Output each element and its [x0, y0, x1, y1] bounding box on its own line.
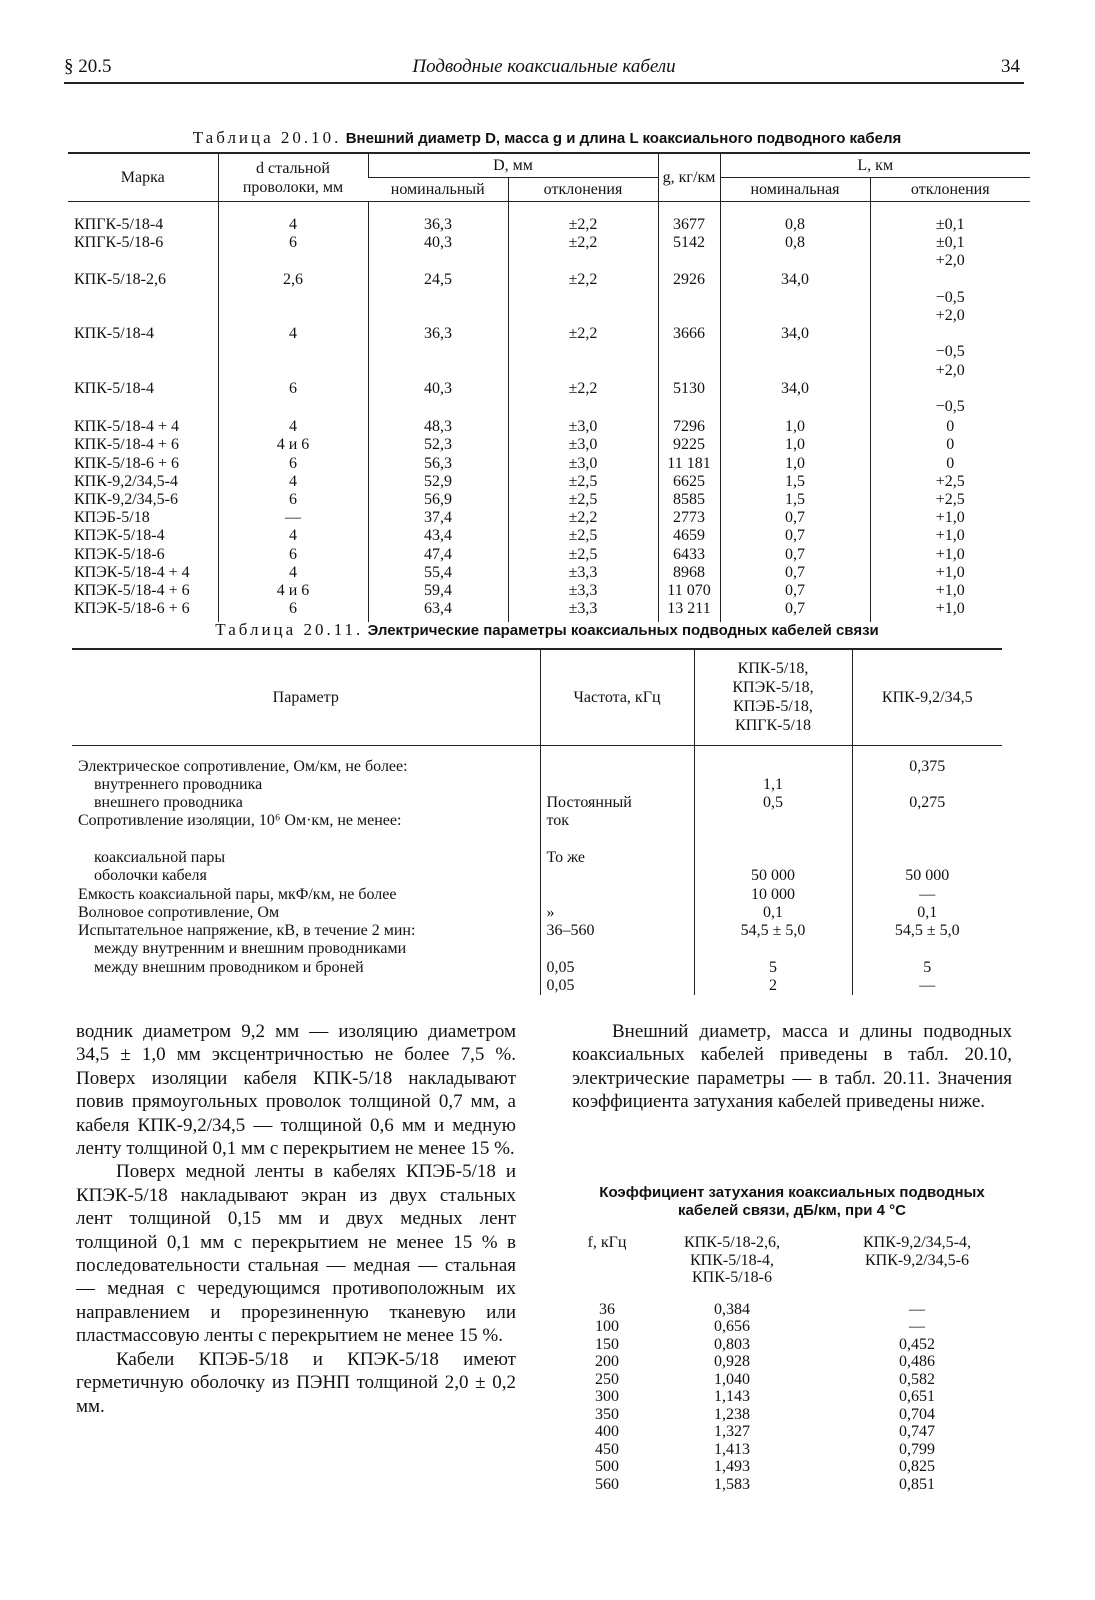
attenuation-table [572, 1234, 1012, 1493]
table-cell: +2,0 −0,5 [870, 252, 1030, 307]
header-cable-group-2: КПК-9,2/34,5 [852, 649, 1002, 745]
table-cell: 0,452 [899, 1335, 935, 1353]
table-cell: — [909, 1300, 925, 1318]
table-cell: 150 [595, 1335, 619, 1353]
header-f: f, кГц [587, 1234, 627, 1251]
table-row [68, 362, 1030, 417]
table-cell: ±0,1 ±0,1 [870, 202, 1030, 253]
table-cell: 40,3 [368, 362, 508, 417]
table-cell: 1,413 [714, 1440, 750, 1458]
table-cell: 36,3 [368, 307, 508, 362]
table-cell: 560 [595, 1475, 619, 1493]
table1-caption-text: Внешний диаметр D, масса g и длина L коаксиального подводного кабеля [345, 130, 902, 147]
header-D-nominal: номинальный [368, 178, 508, 202]
table-cell: КПК-5/18-4 [74, 379, 154, 397]
table-cell: 1,493 [714, 1458, 750, 1475]
param-frequency: Постоянный ток То же » 36–560 0,05 0,05 [540, 745, 694, 995]
table-cell: 4 [218, 307, 368, 362]
table-cell: 7296 9225 11 181 6625 8585 2773 4659 6433 8968 11 070 13 211 [658, 416, 720, 622]
param-values-group-2: 0,375 0,275 50 000 — 0,1 54,5 ± 5,0 5 — [852, 745, 1002, 995]
table-cell: 300 [595, 1388, 619, 1405]
header-D-deviation: отклонения [508, 178, 658, 202]
header-mass: g, кг/км [658, 153, 720, 202]
table-cell: 1,143 [714, 1388, 750, 1405]
header-length: L, км [720, 153, 1030, 178]
table-row [68, 416, 1030, 622]
left-paragraph-3: Кабели КПЭБ-5/18 и КПЭК-5/18 имеют герметичную оболочку из ПЭНП толщиной 2,0 ± 0,2 мм. [76, 1348, 516, 1417]
table-cell: 4 6 [218, 202, 368, 253]
table-cell: 36 [599, 1300, 615, 1318]
table-cell: 0,704 [899, 1405, 935, 1423]
table-cell: 3677 5142 [658, 202, 720, 253]
right-column-text [572, 1020, 1012, 1114]
table-cell: 200 [595, 1353, 619, 1370]
table-cell: 36,3 40,3 [368, 202, 508, 253]
table-cell: 0,8 0,8 [720, 202, 870, 253]
param-names: Электрическое сопротивление, Ом/км, не более: внутреннего проводника внешнего проводника Сопротивление изоляции, 10⁶ Ом·км, не менее: коаксиальной пары оболочки кабеля Емкость коаксиальной пары, мкФ/км, не более Волновое сопротивление, Ом Испытательное напряжение, кВ, в течение 2 мин: между внутренним и внешним проводниками между внешним проводником и броней [78, 757, 416, 976]
table-cell: 34,0 [720, 252, 870, 307]
table3-body [572, 1301, 1012, 1494]
table-row [572, 1388, 1012, 1406]
header-outer-diameter: D, мм [368, 153, 658, 178]
table-cell: 6 [218, 362, 368, 417]
table-cell: 0,656 [714, 1318, 750, 1335]
header-cable-group-1: КПК-5/18, КПЭК-5/18, КПЭБ-5/18, КПГК-5/18 [694, 649, 852, 745]
table-cell: 1,0 1,0 1,0 1,5 1,5 0,7 0,7 0,7 0,7 0,7 0,7 [720, 416, 870, 622]
table-cell: КПК-5/18-2,6 [74, 270, 166, 288]
table-cell: ±2,2 [508, 307, 658, 362]
table-cell: +2,0 −0,5 [870, 362, 1030, 417]
table-row [572, 1336, 1012, 1354]
table-cell: 250 [595, 1370, 619, 1388]
table-cell: ±2,2 ±2,2 [508, 202, 658, 253]
table-cell: 0,851 [899, 1475, 935, 1493]
table-cell: КПК-5/18-4 [74, 325, 154, 343]
table-row [572, 1371, 1012, 1389]
table-cell: ±3,0 ±3,0 ±3,0 ±2,5 ±2,5 ±2,2 ±2,5 ±2,5 ±3,3 ±3,3 ±3,3 [508, 416, 658, 622]
table-cell: 0,803 [714, 1335, 750, 1353]
table-cell: 400 [595, 1423, 619, 1440]
table-cell: 2,6 [218, 252, 368, 307]
table-cell: 0,486 [899, 1353, 935, 1370]
left-paragraph-1: водник диаметром 9,2 мм — изоляцию диаметром 34,5 ± 1,0 мм эксцентричностью не более 7,5 %. Поверх изоляции кабеля КПК-5/18 накладывают повив прямоугольных проволок толщиной 0,7 мм, а кабеля КПК-9,2/34,5 — толщиной 0,6 мм и медную ленту толщиной 0,1 мм с перекрытием не менее 15 %. [76, 1021, 516, 1160]
table-row [68, 252, 1030, 307]
table-cell: 100 [595, 1318, 619, 1335]
header-attenuation-1: КПК-5/18-2,6, КПК-5/18-4, КПК-5/18-6 [684, 1234, 780, 1286]
table-row [572, 1301, 1012, 1319]
page-number: 34 [1001, 56, 1020, 77]
table-cell: 0,384 [714, 1300, 750, 1318]
table-cell: 5130 [658, 362, 720, 417]
table-cell: 1,327 [714, 1423, 750, 1440]
left-column-text [76, 1020, 516, 1418]
table-cell: 1,238 [714, 1405, 750, 1423]
table-cell: 24,5 [368, 252, 508, 307]
table-cell: 500 [595, 1458, 619, 1475]
table-row [572, 1406, 1012, 1424]
table-cell: 3666 [658, 307, 720, 362]
table2-caption [64, 620, 1030, 640]
table-cell: — [909, 1318, 925, 1335]
table-row [572, 1423, 1012, 1441]
table-cell: +2,0 −0,5 [870, 307, 1030, 362]
table-cell: 0,582 [899, 1370, 935, 1388]
table-cell: 0,747 [899, 1423, 935, 1440]
table-cell: 0,825 [899, 1458, 935, 1475]
table3-title: Коэффициент затухания коаксиальных подводных кабелей связи, дБ/км, при 4 °С [599, 1184, 985, 1219]
table-row [572, 1476, 1012, 1494]
table-cell: КПГК-5/18-4 КПГК-5/18-6 [74, 216, 164, 252]
header-frequency: Частота, кГц [540, 649, 694, 745]
header-parameter: Параметр [72, 649, 540, 745]
table-cell: 2926 [658, 252, 720, 307]
table-cell: 34,0 [720, 307, 870, 362]
left-paragraph-2: Поверх медной ленты в кабелях КПЭБ-5/18 и КПЭК-5/18 накладывают экран из двух стальных лент толщиной 0,15 мм и двух медных лент толщиной 0,1 мм с перекрытием не менее 15 % в последовательности стальная — медная — стальная — медная с чередующимся противоположным их направлением и прорезиненную тканевую или пластмассовую ленты с перекрытием не менее 15 %. [76, 1161, 516, 1347]
table-cell: 0,799 [899, 1440, 935, 1458]
table-cell: 48,3 52,3 56,3 52,9 56,9 37,4 43,4 47,4 55,4 59,4 63,4 [368, 416, 508, 622]
header-attenuation-2: КПК-9,2/34,5-4, КПК-9,2/34,5-6 [863, 1234, 971, 1269]
table-row [572, 1441, 1012, 1459]
table-20-10 [68, 152, 1030, 622]
table-cell: 0,651 [899, 1388, 935, 1405]
table2-caption-text: Электрические параметры коаксиальных подводных кабелей связи [367, 622, 879, 639]
table-cell: 0,928 [714, 1353, 750, 1370]
table-cell: 350 [595, 1405, 619, 1423]
table-row [572, 1458, 1012, 1476]
table-20-11 [72, 648, 1002, 995]
table-row [68, 202, 1030, 253]
table2-caption-label: Таблица 20.11. [215, 620, 364, 639]
table1-caption [64, 128, 1030, 148]
header-L-deviation: отклонения [870, 178, 1030, 202]
table-cell: ±2,2 [508, 362, 658, 417]
table1-body [68, 202, 1030, 623]
header-mark: Марка [68, 153, 218, 202]
table-cell: ±2,2 [508, 252, 658, 307]
table-cell: 34,0 [720, 362, 870, 417]
table-cell: 0 0 0 +2,5 +2,5 +1,0 +1,0 +1,0 +1,0 +1,0 +1,0 [870, 416, 1030, 622]
right-paragraph-1: Внешний диаметр, масса и длины подводных коаксиальных кабелей приведены в табл. 20.10, электрические параметры — в табл. 20.11. Значения коэффициента затухания кабелей приведены ниже. [572, 1021, 1012, 1113]
header-L-nominal: номинальная [720, 178, 870, 202]
section-number: § 20.5 [64, 56, 112, 77]
table-row [572, 1353, 1012, 1371]
table-cell: 1,040 [714, 1370, 750, 1388]
param-values-group-1: 1,1 0,5 50 000 10 000 0,1 54,5 ± 5,0 5 2 [694, 745, 852, 995]
table-row [68, 307, 1030, 362]
table-cell: 1,583 [714, 1475, 750, 1493]
table-row [572, 1318, 1012, 1336]
running-title: Подводные коаксиальные кабели [412, 56, 676, 77]
running-header [64, 52, 1024, 84]
header-wire-diameter: d стальной проволоки, мм [218, 153, 368, 202]
table-cell: 4 4 и 6 6 4 6 — 4 6 4 4 и 6 6 [218, 416, 368, 622]
table-cell: КПК-5/18-4 + 4 КПК-5/18-4 + 6 КПК-5/18-6 + 6 КПК-9,2/34,5-4 КПК-9,2/34,5-6 КПЭБ-5/18 КПЭК-5/18-4 КПЭК-5/18-6 КПЭК-5/18-4 + 4 КПЭК-5/18-4 + 6 КПЭК-5/18-6 + 6 [74, 418, 190, 618]
table1-caption-label: Таблица 20.10. [192, 128, 342, 147]
table-cell: 450 [595, 1440, 619, 1458]
